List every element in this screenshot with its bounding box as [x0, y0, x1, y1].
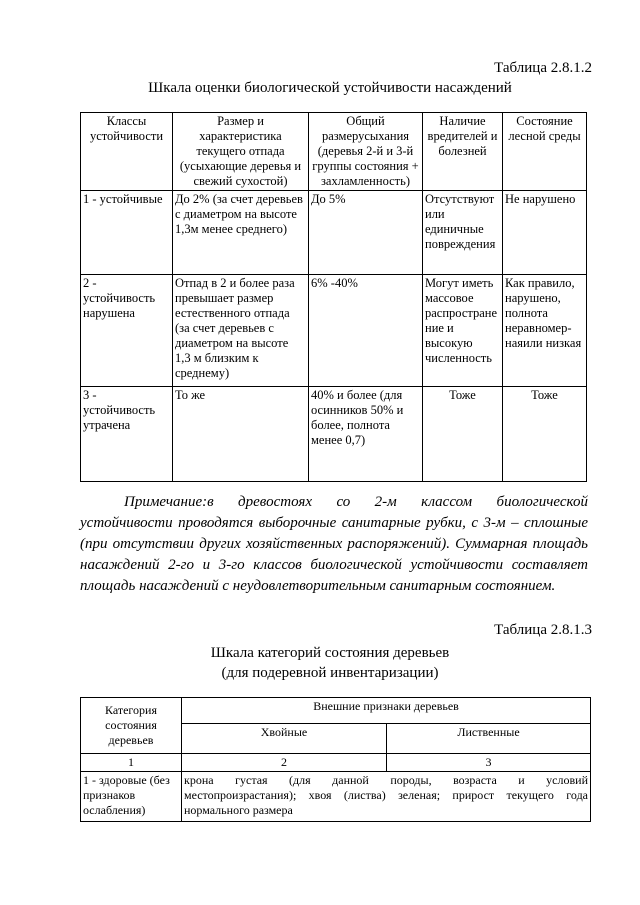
table-cell: Не нарушено: [503, 191, 587, 275]
table-row: [81, 772, 591, 822]
table2-colnum-row: [81, 754, 591, 772]
col-number: 3: [387, 754, 591, 772]
table1-number: Таблица 2.8.1.2: [494, 60, 592, 76]
col-number: 2: [182, 754, 387, 772]
table-cell: 6% -40%: [309, 275, 423, 387]
table2-number: Таблица 2.8.1.3: [494, 622, 592, 638]
note-lead: Примечание:в древостоях со 2-м классом биологической: [124, 494, 588, 510]
table-cell: 1 - здоровые (без признаков ослабления): [81, 772, 182, 822]
biological-stability-table: [80, 112, 587, 482]
table-cell: То же: [173, 387, 309, 482]
header-conifer: Хвойные: [182, 724, 387, 754]
header-deciduous: Лиственные: [387, 724, 591, 754]
table1-note: [80, 492, 588, 597]
header-external-signs: Внешние признаки деревьев: [182, 698, 591, 724]
table-row: [81, 191, 587, 275]
table-cell: До 2% (за счет деревьев с диаметром на высоте 1,3м менее среднего): [173, 191, 309, 275]
table-cell: 40% и более (для осинников 50% и более, полнота менее 0,7): [309, 387, 423, 482]
table1-header-row: [81, 113, 587, 191]
header-pests-diseases: Наличие вредителей и болезней: [423, 113, 503, 191]
col-number: 1: [81, 754, 182, 772]
table-cell: 1 - устойчивые: [81, 191, 173, 275]
table-row: [81, 387, 587, 482]
table2-title-line2: (для подеревной инвентаризации): [221, 665, 439, 681]
header-stability-class: Классы устойчивости: [81, 113, 173, 191]
header-dieback-size: Размер и характеристика текущего отпада (усыхающие деревья и свежий сухостой): [173, 113, 309, 191]
note-body: устойчивости проводятся выборочные санитарные рубки, с 3-м – сплошные (при отсутствии других хозяйственных распоряжений). Суммарная площадь насаждений 2-го и 3-го классов биологической устойчивости составляет площадь насаждений с неудовлетворительным санитарным состоянием.: [80, 515, 588, 594]
table-cell: Могут иметь массовое распростране ние и высокую численность: [423, 275, 503, 387]
table-cell: 2 - устойчивость нарушена: [81, 275, 173, 387]
table-cell: Тоже: [423, 387, 503, 482]
table-cell: Как правило, нарушено, полнота неравномер-наяили низкая: [503, 275, 587, 387]
table-cell: [182, 772, 591, 822]
table-row: [81, 275, 587, 387]
row1-desc-line1: крона густая (для данной породы, возраста и условий: [184, 773, 589, 787]
header-total-drying: Общий размерусыхания (деревья 2-й и 3-й группы состояния + захламленность): [309, 113, 423, 191]
table-cell: До 5%: [309, 191, 423, 275]
table-cell: Отпад в 2 и более раза превышает размер естественного отпада (за счет деревьев с диаметром на высоте 1,3 м близким к среднему): [173, 275, 309, 387]
table-cell: Тоже: [503, 387, 587, 482]
table-cell: Отсутствуют или единичные повреждения: [423, 191, 503, 275]
table2-title-line1: Шкала категорий состояния деревьев: [210, 645, 450, 661]
header-category: Категория состояния деревьев: [81, 698, 182, 754]
table-cell: 3 - устойчивость утрачена: [81, 387, 173, 482]
row1-desc-line2: местопроизрастания); хвоя (листва) зеленая; прирост текущего года: [184, 788, 589, 802]
tree-condition-table: [80, 697, 591, 822]
table2-header-row: [81, 698, 591, 724]
table1-title: Шкала оценки биологической устойчивости насаждений: [148, 80, 512, 96]
row1-desc-line3: нормального размера: [184, 803, 293, 817]
header-forest-environment: Состояние лесной среды: [503, 113, 587, 191]
